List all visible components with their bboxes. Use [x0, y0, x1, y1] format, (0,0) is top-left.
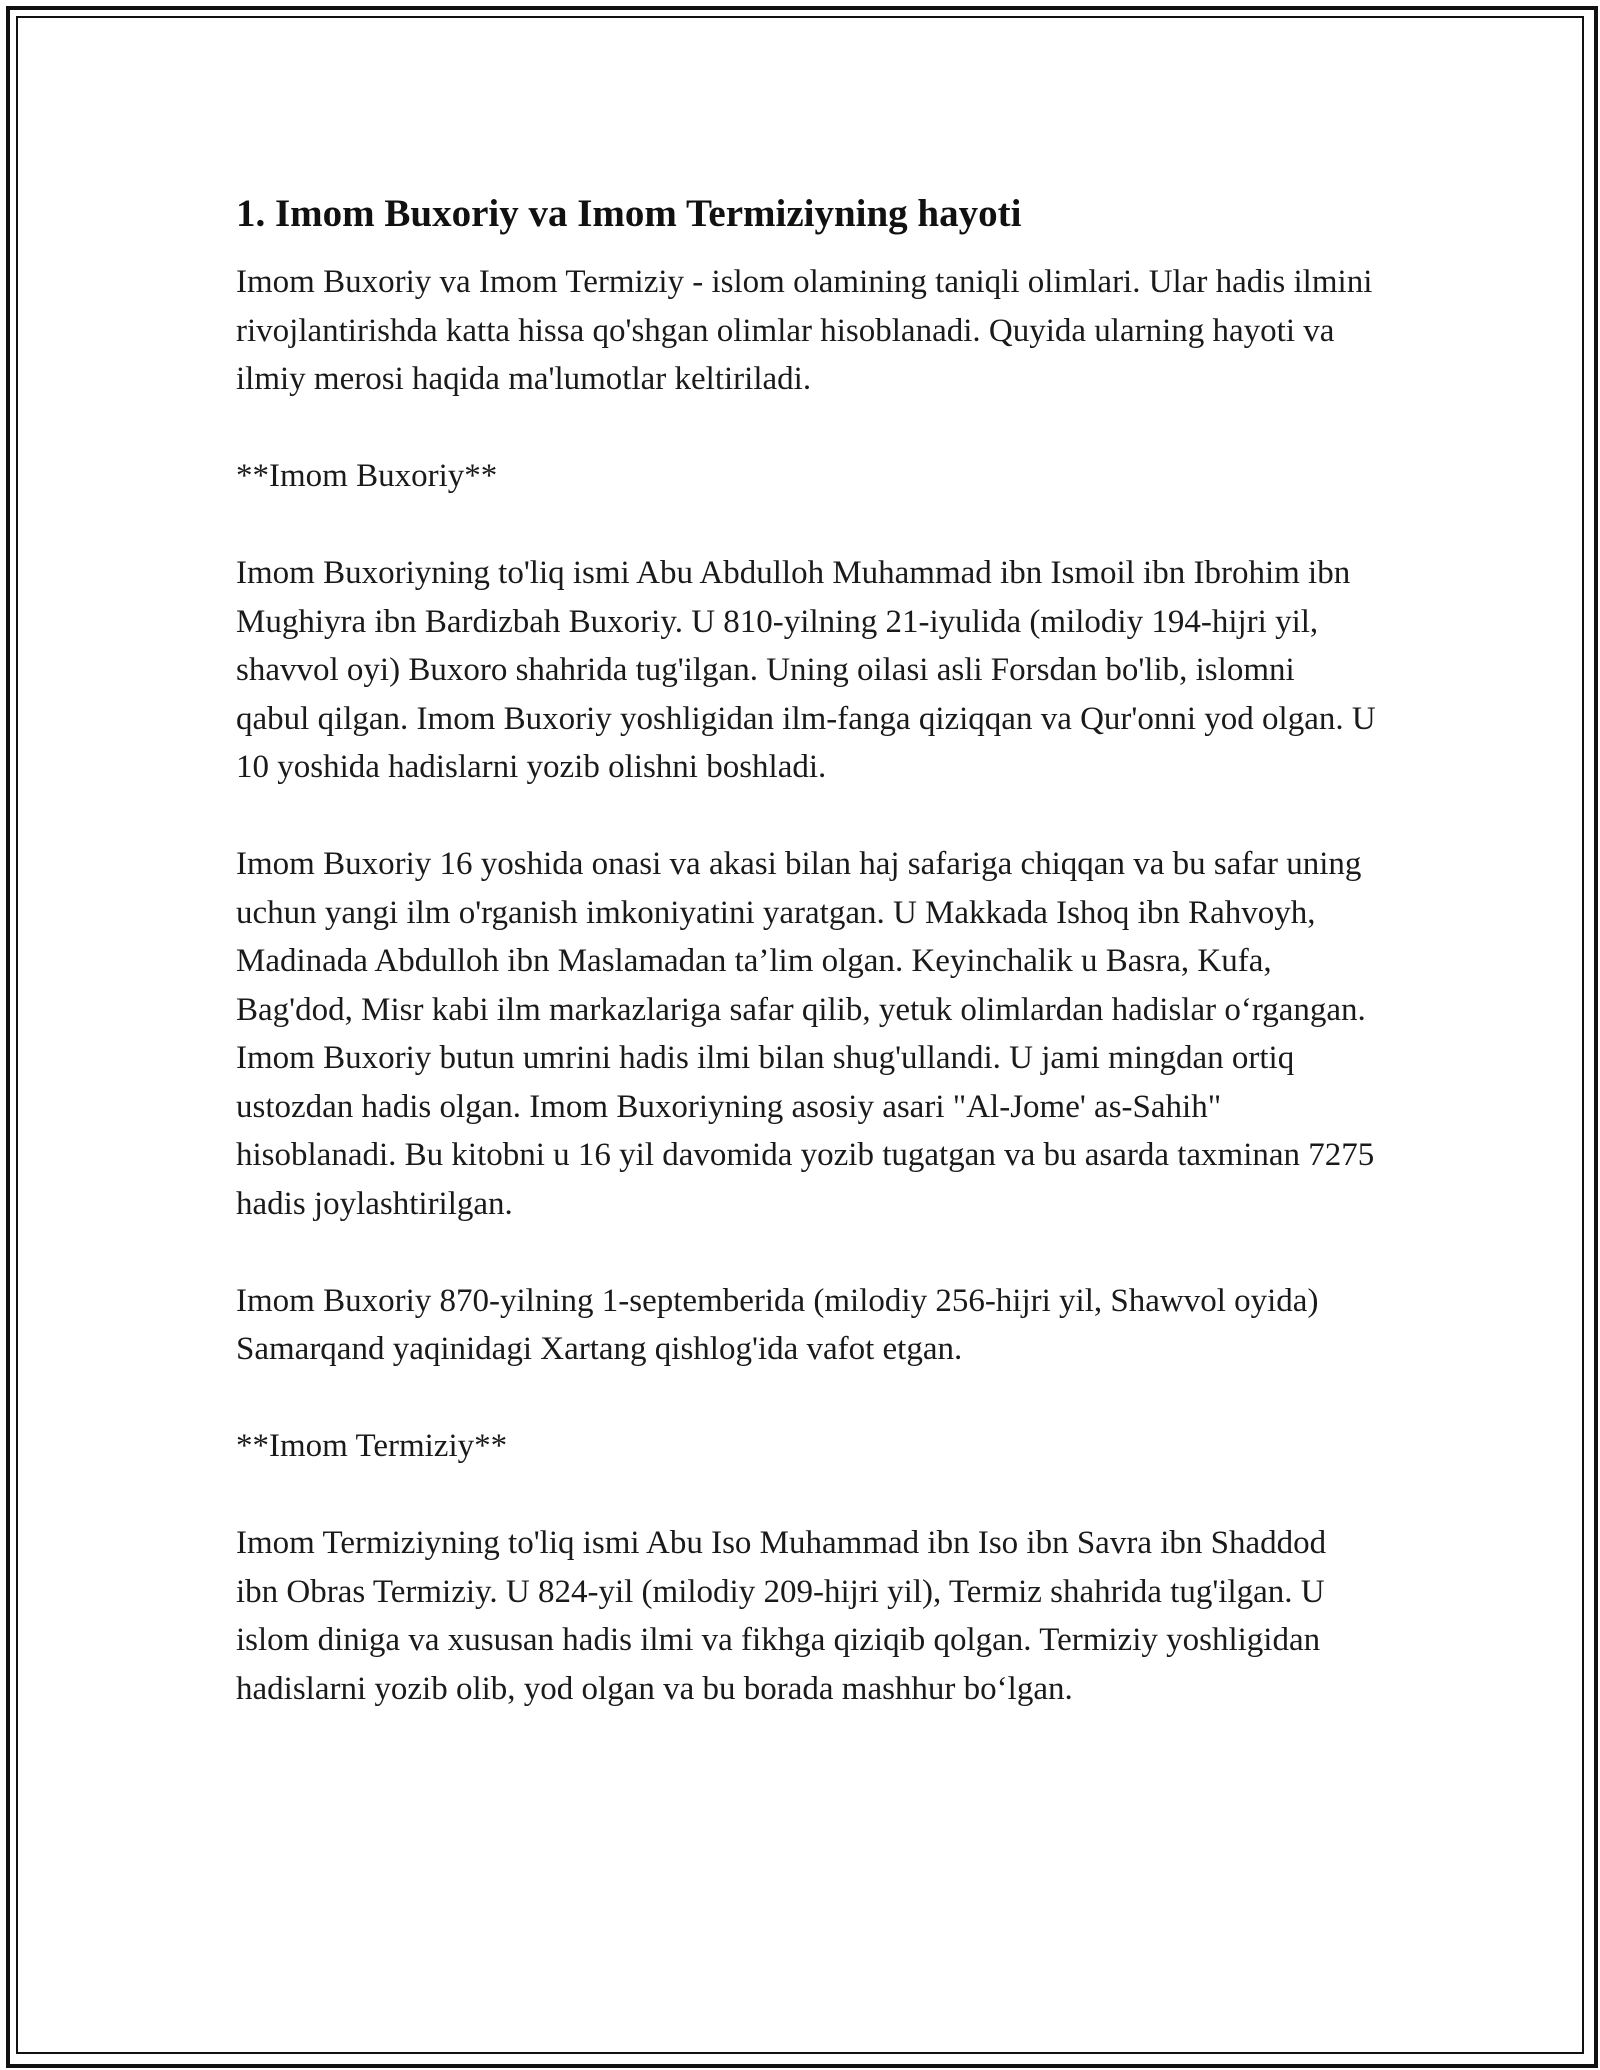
- buxoriy-death-paragraph: Imom Buxoriy 870-yilning 1-septemberida (milodiy 256-hijri yil, Shawvol oyida) Samarqand yaqinidagi Xartang qishlog'ida vafot etgan.: [236, 1282, 1319, 1367]
- buxoriy-biography-paragraph: Imom Buxoriyning to'liq ismi Abu Abdulloh Muhammad ibn Ismoil ibn Ibrohim ibn Mughiyra ibn Bardizbah Buxoriy. U 810-yilning 21-iyulida (milodiy 194-hijri yil, shavvol oyi) Buxoro shahrida tug'ilgan. Uning oilasi asli Forsdan bo'lib, islomni qabul qilgan. Imom Buxoriy yoshligidan ilm-fanga qiziqqan va Qur'onni yod olgan. U 10 yoshida hadislarni yozib olishni boshladi.: [236, 555, 1376, 785]
- section-heading-buxoriy: **Imom Buxoriy**: [236, 458, 498, 494]
- document-title: 1. Imom Buxoriy va Imom Termiziyning hayoti: [236, 192, 1022, 235]
- section-heading-termiziy: **Imom Termiziy**: [236, 1428, 508, 1464]
- termiziy-biography-paragraph: Imom Termiziyning to'liq ismi Abu Iso Muhammad ibn Iso ibn Savra ibn Shaddod ibn Obras Termiziy. U 824-yil (milodiy 209-hijri yil), Termiz shahrida tug'ilgan. U islom diniga va xususan hadis ilmi va fikhga qiziqib qolgan. Termiziy yoshligidan hadislarni yozib olib, yod olgan va bu borada mashhur bo‘lgan.: [236, 1525, 1327, 1707]
- intro-paragraph: Imom Buxoriy va Imom Termiziy - islom olamining taniqli olimlari. Ular hadis ilmini rivojlantirishda katta hissa qo'shgan olimlar hisoblanadi. Quyida ularning hayoti va ilmiy merosi haqida ma'lumotlar keltiriladi.: [236, 264, 1373, 397]
- buxoriy-travels-paragraph: Imom Buxoriy 16 yoshida onasi va akasi bilan haj safariga chiqqan va bu safar uning uchun yangi ilm o'rganish imkoniyatini yaratgan. U Makkada Ishoq ibn Rahvoyh, Madinada Abdulloh ibn Maslamadan ta’lim olgan. Keyinchalik u Basra, Kufa, Bag'dod, Misr kabi ilm markazlariga safar qilib, yetuk olimlardan hadislar o‘rgangan. Imom Buxoriy butun umrini hadis ilmi bilan shug'ullandi. U jami mingdan ortiq ustozdan hadis olgan. Imom Buxoriyning asosiy asari "Al-Jome' as-Sahih" hisoblanadi. Bu kitobni u 16 yil davomida yozib tugatgan va bu asarda taxminan 7275 hadis joylashtirilgan.: [236, 846, 1375, 1222]
- document-body: [236, 188, 1376, 1762]
